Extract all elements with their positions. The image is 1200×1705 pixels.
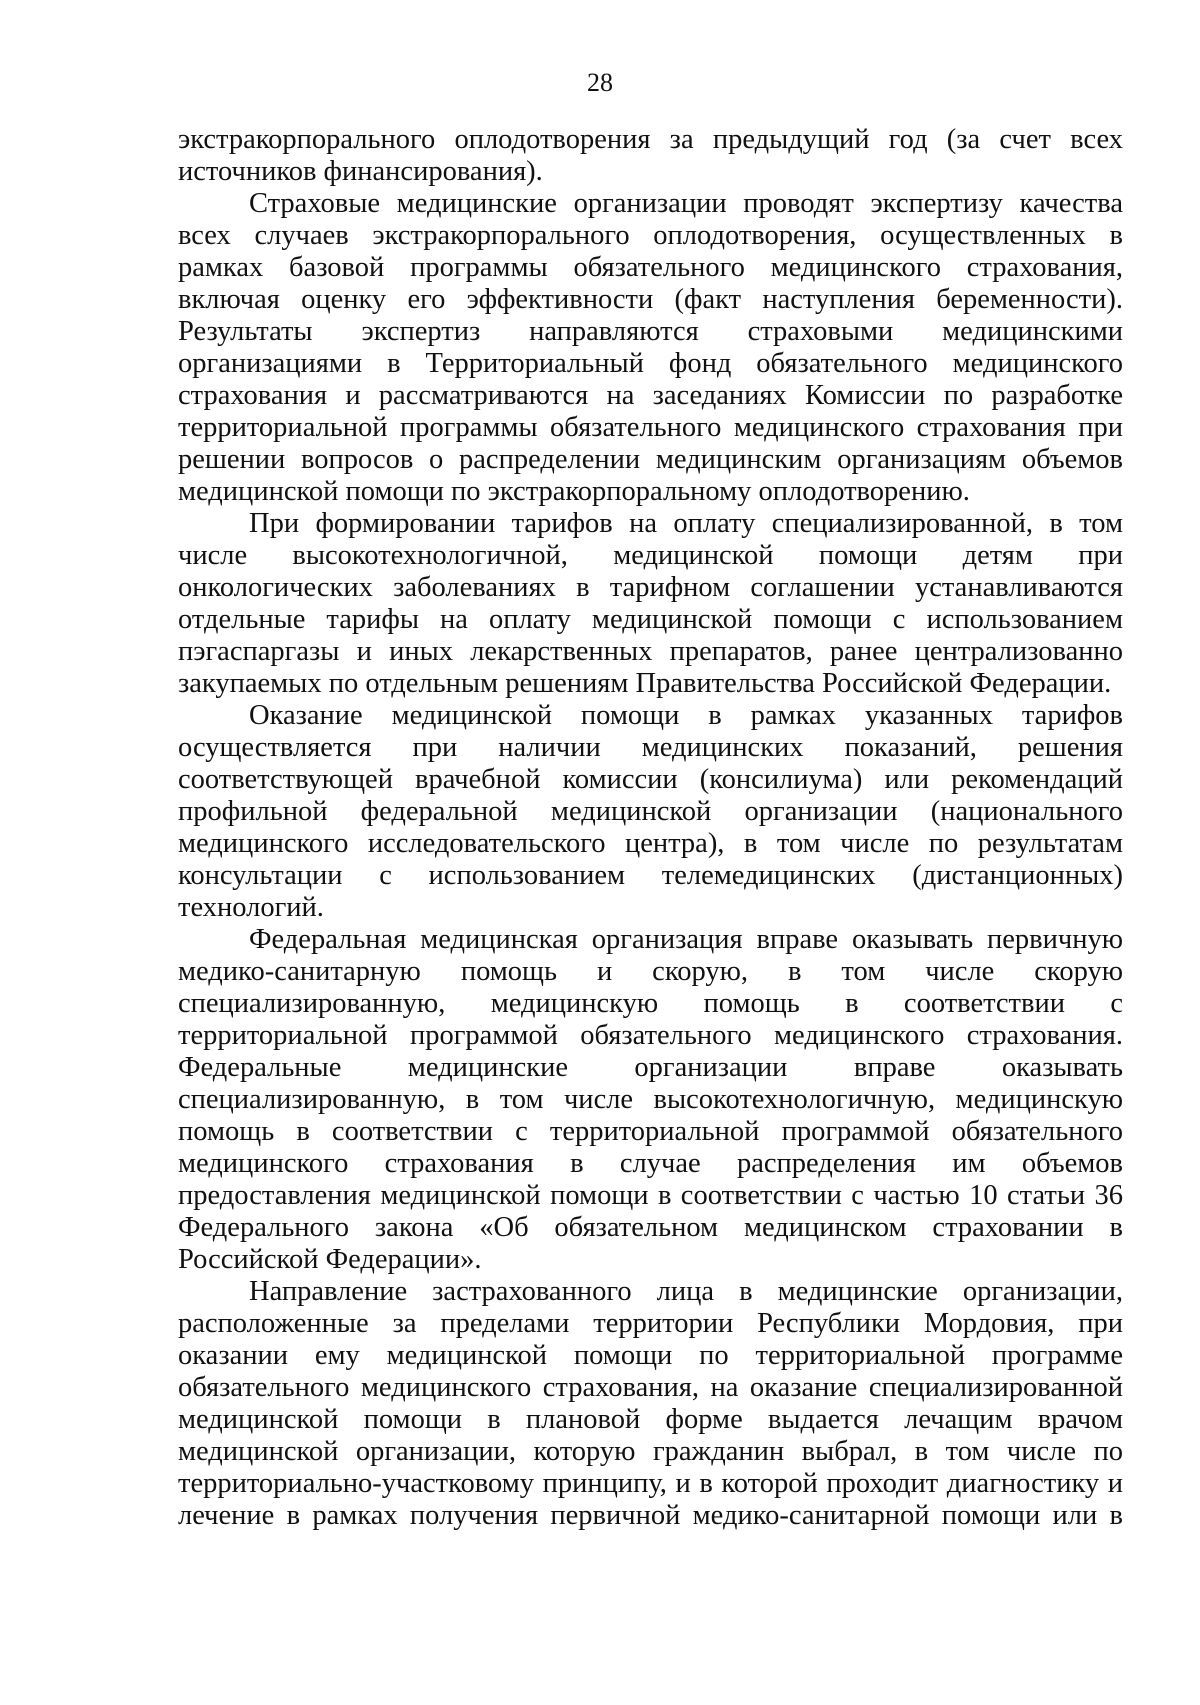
text-line: включая оценку его эффективности (факт наступления беременности). [178,284,1123,315]
text-line: помощь в соответствии с территориальной программой обязательного [178,1116,1123,1147]
text-line: Российской Федерации». [178,1244,482,1275]
text-line: страхования и рассматриваются на заседаниях Комиссии по разработке [178,380,1123,411]
text-line: медицинской помощи в плановой форме выдается лечащим врачом [178,1404,1123,1435]
text-line: Оказание медицинской помощи в рамках указанных тарифов [249,700,1123,731]
paragraph [178,1276,1123,1532]
text-line: соответствующей врачебной комиссии (консилиума) или рекомендаций [178,764,1123,795]
text-line: Направление застрахованного лица в медицинские организации, [249,1276,1123,1307]
document-body [178,124,1123,1532]
text-line: территориально-участковому принципу, и в которой проходит диагностику и [178,1468,1123,1499]
text-line: медицинского исследовательского центра), в том числе по результатам [178,828,1123,859]
text-line: всех случаев экстракорпорального оплодотворения, осуществленных в [178,220,1123,251]
text-line: медицинского страхования в случае распределения им объемов [178,1148,1123,1179]
text-line: организациями в Территориальный фонд обязательного медицинского [178,348,1123,379]
text-line: Федеральная медицинская организация вправе оказывать первичную [249,924,1123,955]
text-line: отдельные тарифы на оплату медицинской помощи с использованием [178,604,1123,635]
text-line: профильной федеральной медицинской организации (национального [178,796,1123,827]
text-line: технологий. [178,892,324,923]
text-line: рамках базовой программы обязательного медицинского страхования, [178,252,1123,283]
paragraph [178,508,1123,700]
text-line: пэгаспаргазы и иных лекарственных препаратов, ранее централизованно [178,636,1123,667]
paragraph [178,924,1123,1276]
text-line: медицинской организации, которую гражданин выбрал, в том числе по [178,1436,1123,1467]
text-line: специализированную, в том числе высокотехнологичную, медицинскую [178,1084,1123,1115]
text-line: Федеральные медицинские организации вправе оказывать [178,1052,1123,1083]
text-line: закупаемых по отдельным решениям Правительства Российской Федерации. [178,668,1112,699]
paragraph [178,124,1123,188]
text-line: лечение в рамках получения первичной медико-санитарной помощи или в [178,1500,1123,1531]
text-line: консультации с использованием телемедицинских (дистанционных) [178,860,1123,891]
text-line: оказании ему медицинской помощи по территориальной программе [178,1340,1123,1371]
text-line: медицинской помощи по экстракорпоральному оплодотворению. [178,476,970,507]
text-line: источников финансирования). [178,156,543,187]
text-line: решении вопросов о распределении медицинским организациям объемов [178,444,1123,475]
text-line: осуществляется при наличии медицинских показаний, решения [178,732,1123,763]
text-line: экстракорпорального оплодотворения за предыдущий год (за счет всех [178,124,1123,155]
text-line: Страховые медицинские организации проводят экспертизу качества [249,188,1123,219]
text-line: Федерального закона «Об обязательном медицинском страховании в [178,1212,1123,1243]
page-number: 28 [587,68,613,97]
paragraph [178,700,1123,924]
text-line: При формировании тарифов на оплату специализированной, в том [249,508,1123,539]
text-line: онкологических заболеваниях в тарифном соглашении устанавливаются [178,572,1123,603]
text-line: Результаты экспертиз направляются страховыми медицинскими [178,316,1123,347]
text-line: территориальной программы обязательного медицинского страхования при [178,412,1123,443]
paragraph [178,188,1123,508]
text-line: территориальной программой обязательного медицинского страхования. [178,1020,1123,1051]
text-line: предоставления медицинской помощи в соответствии с частью 10 статьи 36 [178,1180,1123,1211]
text-line: расположенные за пределами территории Республики Мордовия, при [178,1308,1123,1339]
text-line: обязательного медицинского страхования, на оказание специализированной [178,1372,1123,1403]
text-line: специализированную, медицинскую помощь в соответствии с [178,988,1123,1019]
text-line: медико-санитарную помощь и скорую, в том числе скорую [178,956,1123,987]
text-line: числе высокотехнологичной, медицинской помощи детям при [178,540,1123,571]
